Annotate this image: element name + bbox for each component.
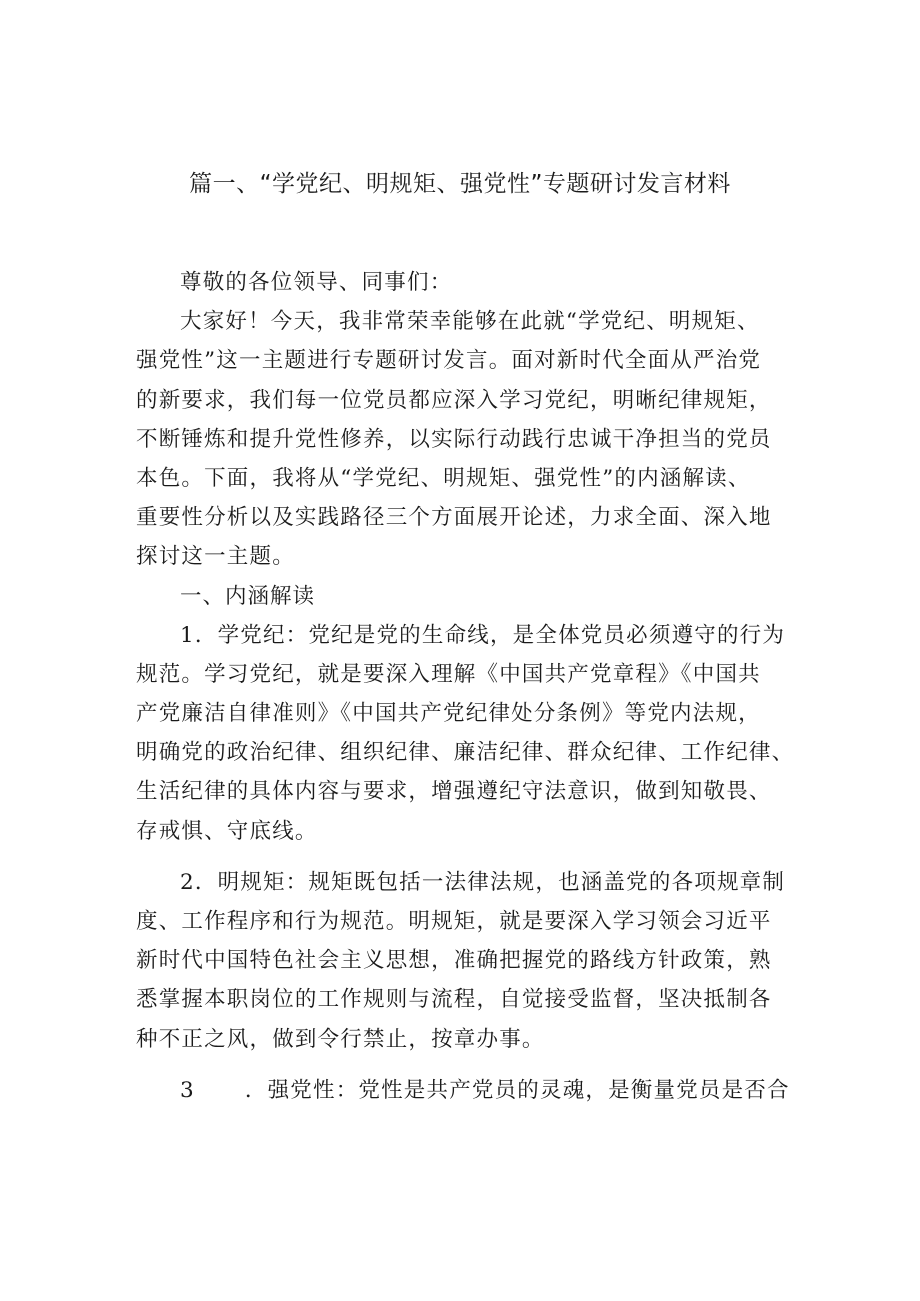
paragraph-line: 明确党的政治纪律、组织纪律、廉洁纪律、群众纪律、工作纪律、: [136, 740, 795, 766]
document-title: 篇一、“学党纪、明规矩、强党性”专题研讨发言材料: [189, 171, 731, 197]
paragraph-line: 探讨这一主题。: [136, 544, 295, 570]
section-heading: 一、内涵解读: [180, 583, 316, 609]
paragraph-line: 种不正之风，做到令行禁止，按章办事。: [136, 1026, 545, 1052]
salutation: 尊敬的各位领导、同事们：: [180, 270, 453, 295]
paragraph-line: 存戒惧、守底线。: [136, 818, 318, 844]
item-3-number: 3: [180, 1077, 195, 1103]
paragraph-line: 重要性分析以及实践路径三个方面展开论述，力求全面、深入地: [136, 505, 772, 531]
paragraph-line: [136, 1071, 808, 1110]
item-2-paragraph: [136, 863, 808, 1059]
paragraph-line: 本色。下面，我将从“学党纪、明规矩、强党性”的内涵解读、: [136, 465, 751, 491]
item-3-text: ．强党性：党性是共产党员的灵魂，是衡量党员是否合: [244, 1077, 790, 1103]
paragraph-line: 大家好！今天，我非常荣幸能够在此就“学党纪、明规矩、: [180, 309, 760, 335]
paragraph-line: 悉掌握本职岗位的工作规则与流程，自觉接受监督，坚决抵制各: [136, 987, 772, 1013]
paragraph-line: 不断锤炼和提升党性修养，以实际行动践行忠诚干净担当的党员: [136, 426, 772, 452]
paragraph-line: 强党性”这一主题进行专题研讨发言。面对新时代全面从严治党: [136, 348, 762, 374]
paragraph-line: 规范。学习党纪，就是要深入理解《中国共产党章程》《中国共: [136, 661, 761, 687]
paragraph-line: 生活纪律的具体内容与要求，增强遵纪守法意识，做到知敬畏、: [136, 779, 772, 805]
paragraph-line: 新时代中国特色社会主义思想，准确把握党的路线方针政策，熟: [136, 948, 772, 974]
document-body: [136, 263, 808, 1110]
paragraph-line: 2．明规矩：规矩既包括一法律法规，也涵盖党的各项规章制: [180, 869, 786, 895]
item-3-paragraph: [136, 1071, 808, 1110]
paragraph-line: 1．学党纪：党纪是党的生命线，是全体党员必须遵守的行为: [180, 622, 786, 648]
paragraph-line: 的新要求，我们每一位党员都应深入学习党纪，明晰纪律规矩，: [136, 387, 772, 413]
paragraph-line: 产党廉洁自律准则》《中国共产党纪律处分条例》等党内法规，: [136, 701, 761, 727]
paragraph-line: 度、工作程序和行为规范。明规矩，就是要深入学习领会习近平: [136, 909, 772, 934]
item-1-paragraph: [136, 616, 808, 851]
intro-paragraph: [136, 302, 808, 576]
